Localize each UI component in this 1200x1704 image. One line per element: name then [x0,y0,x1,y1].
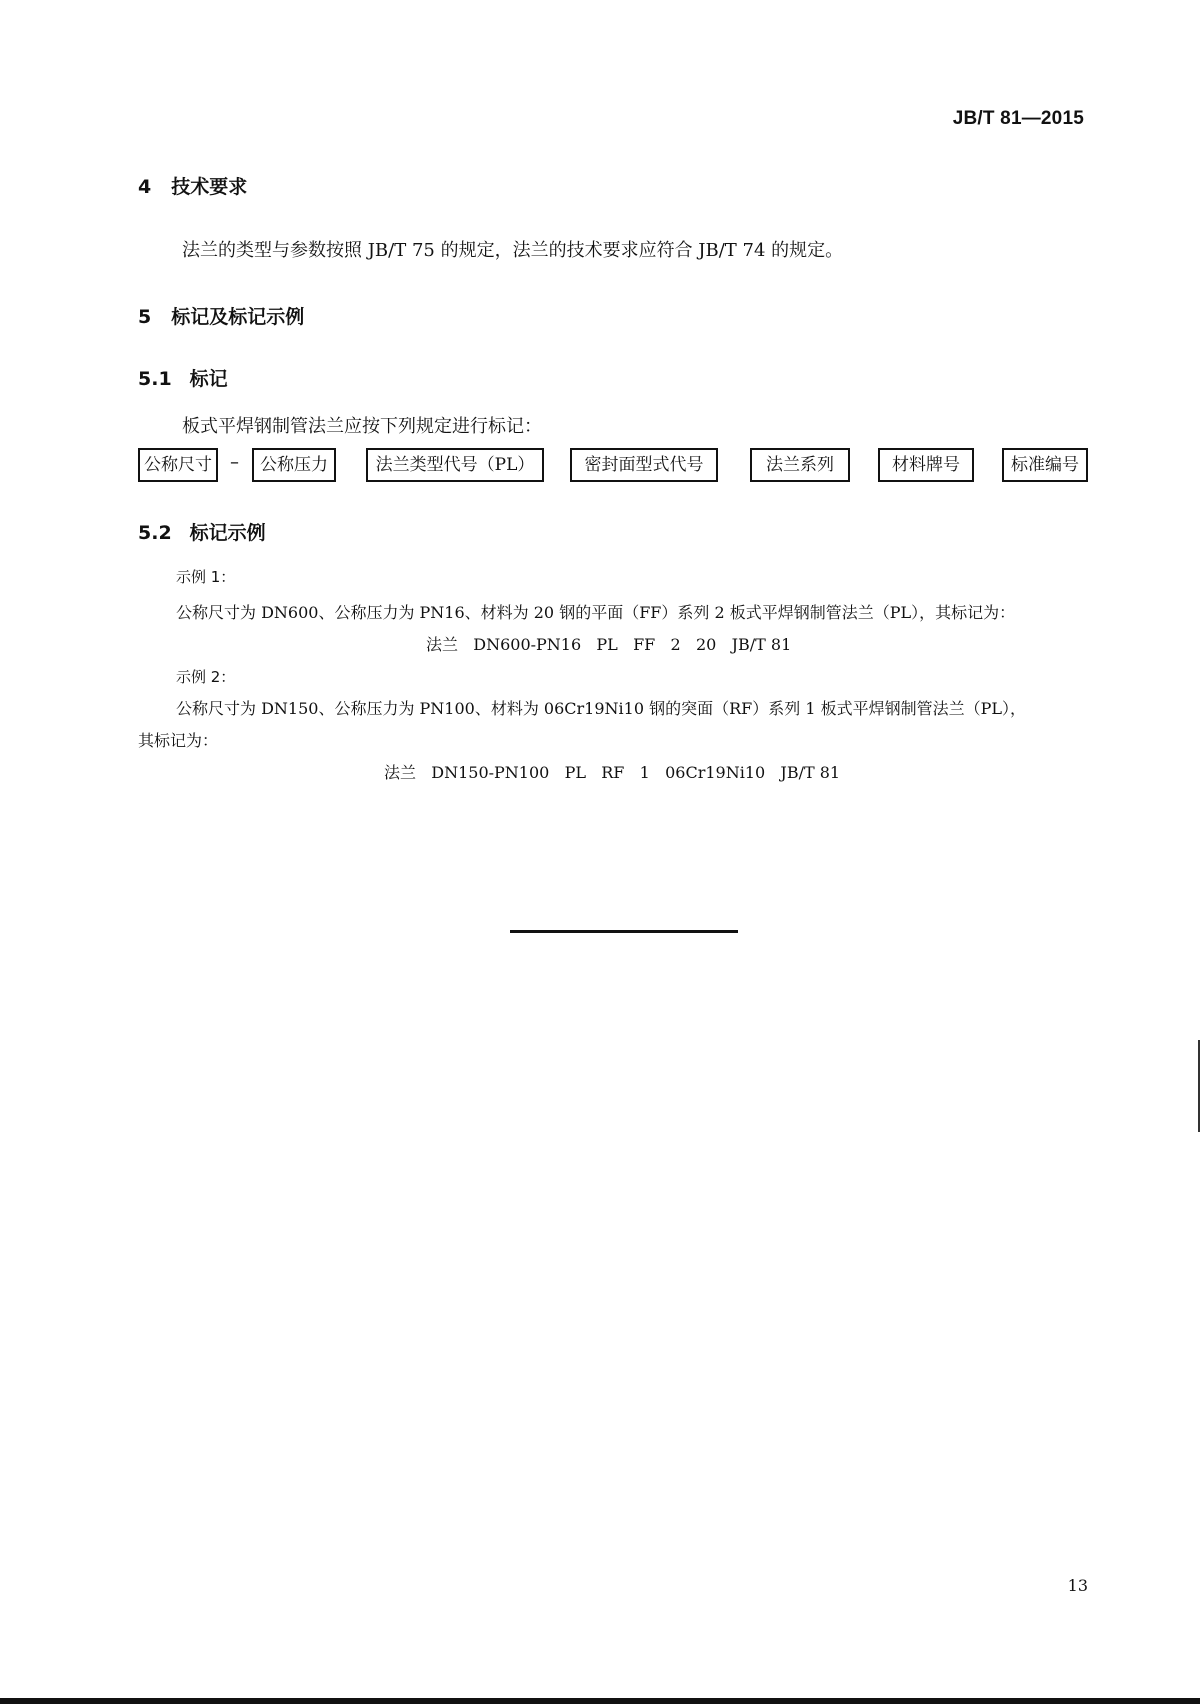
example-2-text-line1: 公称尺寸为 DN150、公称压力为 PN100、材料为 06Cr19Ni10 钢的突面（RF）系列 1 板式平焊钢制管法兰（PL）， [176,699,1026,718]
section-5-heading [138,302,304,329]
box-nominal-size: 公称尺寸 [138,448,218,482]
box-flange-series: 法兰系列 [750,448,850,482]
marking-format-diagram [138,448,1088,486]
marking-intro: 板式平焊钢制管法兰应按下列规定进行标记： [182,416,542,437]
end-of-document-rule [510,930,738,933]
example-1-label: 示例 1： [176,568,236,586]
example-1-text: 公称尺寸为 DN600、公称压力为 PN16、材料为 20 钢的平面（FF）系列 2 板式平焊钢制管法兰（PL），其标记为： [176,603,1016,622]
box-standard-number: 标准编号 [1002,448,1088,482]
page-number: 13 [1067,1576,1088,1595]
section-number: 5 [138,306,152,328]
section-5-2-heading [138,518,266,545]
box-flange-type-code: 法兰类型代号（PL） [366,448,544,482]
section-title: 标记及标记示例 [171,306,305,328]
section-title: 标记示例 [189,522,266,544]
section-number: 5.2 [138,522,172,544]
standard-code: JB/T 81—2015 [952,108,1084,129]
section-title: 技术要求 [171,176,248,198]
box-nominal-pressure: 公称压力 [252,448,336,482]
section-number: 5.1 [138,368,172,390]
box-material-grade: 材料牌号 [878,448,974,482]
example-2-label: 示例 2： [176,668,236,686]
section-4-heading [138,172,247,199]
example-2-code: 法兰 DN150-PN100 PL RF 1 06Cr19Ni10 JB/T 81 [384,763,841,782]
section-4-paragraph: 法兰的类型与参数按照 JB/T 75 的规定，法兰的技术要求应符合 JB/T 74 的规定。 [182,240,844,261]
box-sealing-face-code: 密封面型式代号 [570,448,718,482]
example-1-code: 法兰 DN600-PN16 PL FF 2 20 JB/T 81 [426,635,792,654]
separator-dash: – [230,452,239,473]
scan-bottom-edge [0,1698,1200,1704]
section-title: 标记 [189,368,228,390]
example-2-text-line2: 其标记为： [138,731,219,750]
section-5-1-heading [138,364,228,391]
section-number: 4 [138,176,152,198]
